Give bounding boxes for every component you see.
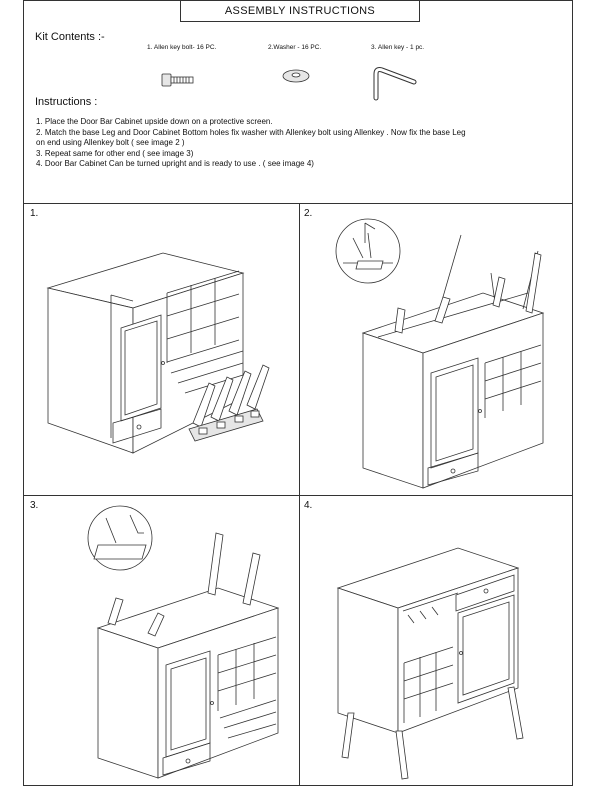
instruction-step: 2. Match the base Leg and Door Cabinet Bottom holes fix washer with Allenkey bolt using Allenkey . Now fix the base Leg — [36, 127, 466, 137]
instruction-step: 4. Door Bar Cabinet Can be turned upright and is ready to use . ( see image 4) — [36, 159, 314, 168]
instructions-steps — [36, 117, 566, 170]
grid-divider — [23, 203, 573, 204]
detail-zoom-circle — [88, 506, 152, 570]
panel-number-3: 3. — [30, 500, 39, 511]
illustration-cabinet-upside-down — [43, 223, 283, 483]
detail-zoom-circle — [336, 219, 400, 283]
illustration-grid — [23, 203, 573, 786]
instruction-step: 3. Repeat same for other end ( see image 3) — [36, 148, 194, 158]
grid-divider — [299, 203, 300, 786]
illustration-finished-cabinet — [318, 503, 568, 783]
kit-item-label-allen-key: 3. Allen key - 1 pc. — [371, 44, 425, 51]
kit-item-label-bolt: 1. Allen key bolt- 16 PC. — [147, 44, 217, 51]
instruction-step: 1. Place the Door Bar Cabinet upside down on a protective screen. — [36, 117, 273, 126]
panel-number-2: 2. — [304, 208, 313, 219]
kit-item-label-washer: 2.Washer - 16 PC. — [268, 44, 322, 51]
panel-number-1: 1. — [30, 208, 39, 219]
page-title: ASSEMBLY INSTRUCTIONS — [180, 0, 420, 22]
illustration-repeat-other-end — [38, 503, 288, 783]
allen-bolt-icon — [160, 70, 200, 90]
grid-divider — [23, 495, 573, 496]
instruction-step: on end using Allenkey bolt ( see image 2 ) — [36, 138, 185, 147]
washer-icon — [280, 68, 312, 84]
allen-key-icon — [370, 62, 420, 102]
illustration-attach-legs — [313, 213, 563, 488]
instructions-heading: Instructions : — [35, 96, 98, 108]
panel-number-4: 4. — [304, 500, 313, 511]
kit-contents-heading: Kit Contents :- — [35, 31, 105, 43]
